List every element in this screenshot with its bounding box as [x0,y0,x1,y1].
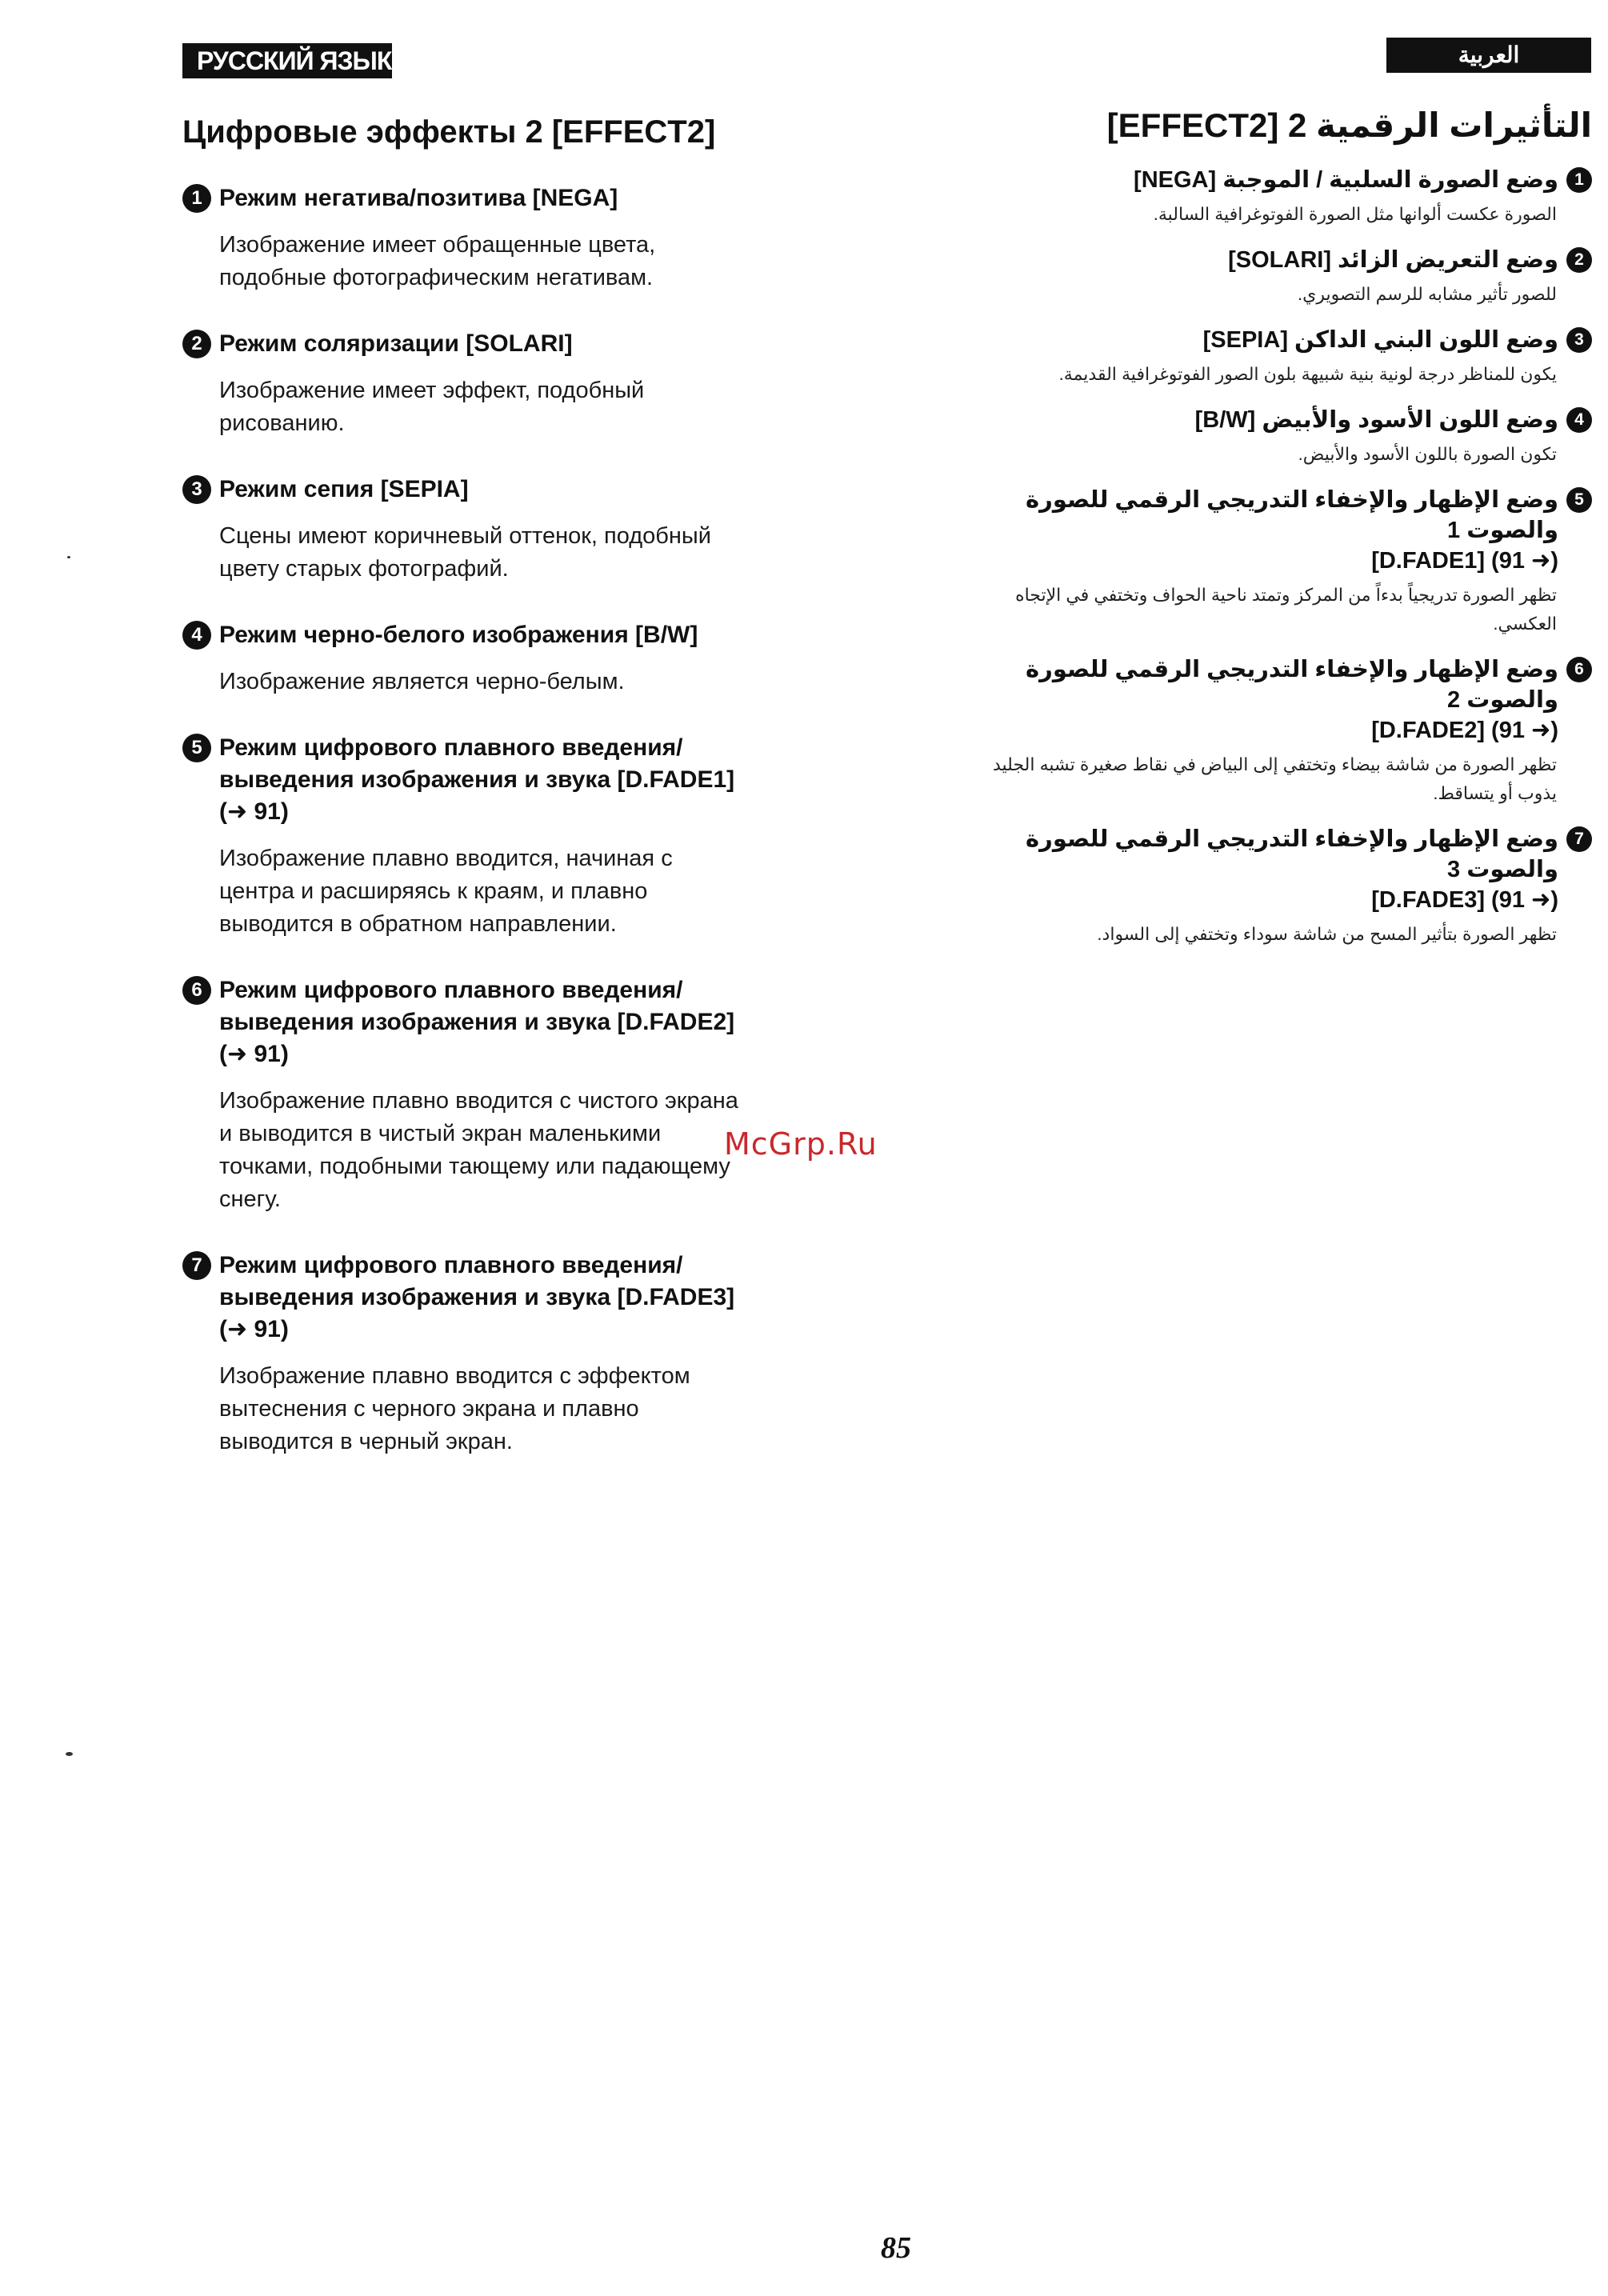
ar-effect-item-solari [944,245,1592,309]
language-tag-arabic: العربية [1386,38,1591,73]
ar-effect-item-dfade3 [944,824,1592,949]
number-badge-icon: 7 [1566,826,1592,852]
ru-effect-description: Изображение имеет эффект, подобный рисованию. [219,378,645,436]
ar-effect-heading: وضع الإظهار والإخفاء التدريجي الرقمي للصورة والصوت 1 (➜ 91) [D.FADE1] [1026,487,1558,574]
ar-effect-item-nega [944,165,1592,229]
page-number: 85 [881,2231,911,2265]
russian-column [182,112,838,1492]
ru-effect-heading: Режим цифрового плавного введения/ выведения изображения и звука [D.FADE1] (➜ 91) [219,734,735,825]
number-badge-icon: 1 [1566,167,1592,193]
ru-effect-heading: Режим черно-белого изображения [B/W] [219,622,698,648]
ru-effect-heading: Режим сепия [SEPIA] [219,476,469,502]
ar-effect-item-dfade2 [944,654,1592,808]
ru-effect-item-dfade3 [182,1250,838,1458]
ru-effect-heading: Режим соляризации [SOLARI] [219,330,573,357]
number-badge-icon: 7 [182,1251,211,1280]
ru-effect-heading: Режим цифрового плавного введения/ выведения изображения и звука [D.FADE2] (➜ 91) [219,977,735,1067]
ru-effect-description: Изображение является черно-белым. [219,669,625,694]
number-badge-icon: 6 [1566,657,1592,682]
language-tag-russian: РУССКИЙ ЯЗЫК [182,43,392,78]
ar-effect-description: تظهر الصورة من شاشة بيضاء وتختفي إلى البياض في نقاط صغيرة تشبه الجليد يذوب أو يتساقط. [992,754,1557,803]
number-badge-icon: 3 [182,475,211,504]
scan-speck [66,1752,73,1756]
ru-effect-item-bw [182,619,838,698]
ru-effect-item-sepia [182,474,838,586]
ar-effect-heading: وضع التعريض الزائد [SOLARI] [1228,247,1558,273]
ar-effect-heading: وضع الإظهار والإخفاء التدريجي الرقمي للصورة والصوت 2 (➜ 91) [D.FADE2] [1026,657,1558,743]
ar-effect-description: الصورة عكست ألوانها مثل الصورة الفوتوغرافية السالبة. [1153,204,1557,224]
number-badge-icon: 2 [1566,247,1592,273]
ar-effect-description: تكون الصورة باللون الأسود والأبيض. [1298,444,1557,464]
scan-speck [67,556,70,558]
number-badge-icon: 5 [1566,487,1592,513]
ar-effect-heading: وضع اللون الأسود والأبيض [B/W] [1194,407,1558,433]
ru-effect-description: Изображение плавно вводится с чистого экрана и выводится в чистый экран маленькими точками, подобными тающему или падающему снегу. [219,1088,738,1212]
ru-effect-item-nega [182,182,838,294]
page-title-arabic: التأثيرات الرقمية 2 [EFFECT2] [1106,106,1592,144]
ar-effect-description: تظهر الصورة تدريجياً بدءاً من المركز وتمتد ناحية الحواف وتختفي في الإتجاه العكسي. [1015,585,1557,634]
ru-effect-description: Сцены имеют коричневый оттенок, подобный цвету старых фотографий. [219,523,711,582]
ru-effect-item-solari [182,328,838,440]
ar-effect-description: يكون للمناظر درجة لونية بنية شبيهة بلون الصور الفوتوغرافية القديمة. [1058,364,1557,384]
number-badge-icon: 3 [1566,327,1592,353]
ru-effect-description: Изображение имеет обращенные цвета, подобные фотографическим негативам. [219,232,656,290]
ar-effect-item-bw [944,405,1592,469]
ar-effect-description: للصور تأثير مشابه للرسم التصويري. [1298,284,1557,304]
number-badge-icon: 2 [182,330,211,358]
number-badge-icon: 4 [182,621,211,650]
ar-effect-item-dfade1 [944,485,1592,638]
ru-effect-description: Изображение плавно вводится, начиная с центра и расширяясь к краям, и плавно выводится в обратном направлении. [219,846,673,937]
ar-effect-item-sepia [944,325,1592,389]
watermark: McGrp.Ru [724,1126,878,1162]
ru-effect-item-dfade1 [182,732,838,941]
page-title-russian: Цифровые эффекты 2 [EFFECT2] [182,114,716,150]
ru-effect-heading: Режим цифрового плавного введения/ выведения изображения и звука [D.FADE3] (➜ 91) [219,1252,735,1342]
number-badge-icon: 6 [182,976,211,1005]
ru-effect-heading: Режим негатива/позитива [NEGA] [219,185,618,211]
ar-effect-heading: وضع الإظهار والإخفاء التدريجي الرقمي للصورة والصوت 3 (➜ 91) [D.FADE3] [1026,826,1558,913]
number-badge-icon: 5 [182,734,211,762]
arabic-column [944,104,1592,965]
ar-effect-heading: وضع اللون البني الداكن [SEPIA] [1202,327,1558,353]
ru-effect-description: Изображение плавно вводится с эффектом вытеснения с черного экрана и плавно выводится в черный экран. [219,1363,690,1454]
ru-effect-item-dfade2 [182,974,838,1216]
number-badge-icon: 1 [182,184,211,213]
ar-effect-description: تظهر الصورة بتأثير المسح من شاشة سوداء وتختفي إلى السواد. [1097,924,1557,944]
number-badge-icon: 4 [1566,407,1592,433]
ar-effect-heading: وضع الصورة السلبية / الموجبة [NEGA] [1134,167,1558,193]
